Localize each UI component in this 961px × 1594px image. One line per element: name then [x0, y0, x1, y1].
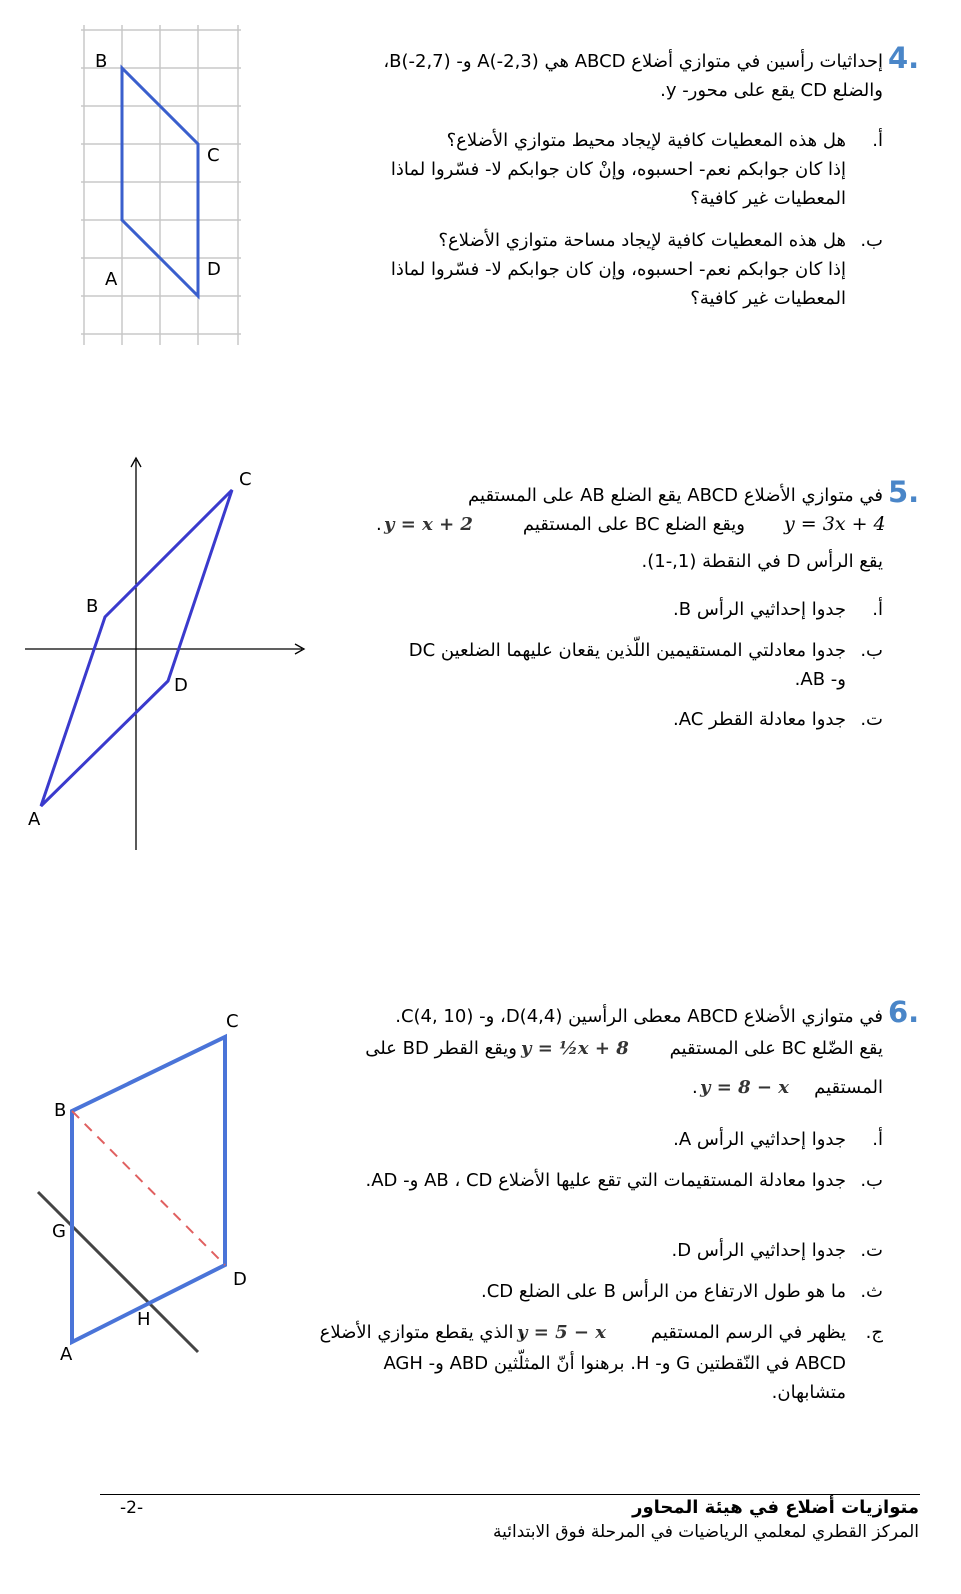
vertex-label-c: C: [239, 469, 252, 490]
line-y-5-minus-x: [38, 1192, 198, 1352]
item-text: ABCD في النّقطتين G و- H. برهنوا أنّ المثلّثين ABD و- AGH: [383, 1353, 846, 1374]
item-letter: أ.: [872, 1129, 883, 1150]
q5-figure: [0, 440, 320, 860]
question-text: ويقع الضلع BC على المستقيم: [522, 514, 745, 535]
question-text: إحداثيات رأسين في متوازي أضلاع ABCD هي A(-2,3) و- B(-2,7)،: [383, 51, 883, 72]
vertex-label-a: A: [28, 809, 41, 830]
parallelogram: [72, 1037, 225, 1342]
footer-subtitle: المركز القطري لمعلمي الرياضيات في المرحلة فوق الابتدائية: [493, 1522, 919, 1542]
item-text: هل هذه المعطيات كافية لإيجاد محيط متوازي الأضلاع؟: [446, 130, 846, 151]
vertex-label-d: D: [174, 675, 188, 696]
question-number: 4.: [888, 41, 920, 75]
item-text: جدوا إحداثيي الرأس A.: [673, 1129, 846, 1150]
question-text: المستقيم: [814, 1077, 883, 1098]
footer-divider: [100, 1494, 920, 1495]
vertex-label-c: C: [207, 145, 220, 166]
vertex-label-d: D: [207, 259, 221, 280]
question-number: 6.: [888, 995, 920, 1029]
question-number: 5.: [888, 475, 920, 509]
point-label-g: G: [52, 1221, 66, 1242]
item-text: جدوا معادلة القطر AC.: [673, 709, 846, 730]
item-letter: ث.: [860, 1281, 883, 1302]
grid: [81, 25, 241, 345]
item-letter: ب.: [860, 640, 883, 661]
item-letter: ت.: [860, 1240, 883, 1261]
point-label-h: H: [137, 1309, 151, 1330]
question-text: يقع الضّلع BC على المستقيم: [669, 1038, 883, 1059]
vertex-label-b: B: [95, 51, 108, 72]
item-text: هل هذه المعطيات كافية لإيجاد مساحة متوازي الأضلاع؟: [438, 230, 846, 251]
page-number: -2-: [120, 1498, 144, 1518]
equation: y = 8 − x: [700, 1077, 789, 1098]
vertex-label-d: D: [233, 1269, 247, 1290]
item-letter: أ.: [872, 130, 883, 151]
item-text: إذا كان جوابكم نعم- احسبوه، وإن كان جوابكم لا- فسّروا لماذا: [390, 259, 846, 280]
item-text: و- AB.: [794, 669, 846, 690]
item-letter: ب.: [860, 1170, 883, 1191]
period: .: [376, 514, 382, 535]
item-text: جدوا معادلتي المستقيمين اللّذين يقعان عليهما الضلعين DC: [408, 640, 846, 661]
vertex-label-a: A: [105, 269, 118, 290]
item-text: إذا كان جوابكم نعم- احسبوه، وإنْ كان جوابكم لا- فسّروا لماذا: [390, 159, 846, 180]
item-letter: ج.: [865, 1322, 883, 1343]
item-text: يظهر في الرسم المستقيم: [650, 1322, 846, 1343]
footer-title: متوازيات أضلاع في هيئة المحاور: [632, 1497, 919, 1518]
equation: y = 5 − x: [517, 1322, 606, 1343]
question-text: ويقع القطر BD على: [365, 1038, 517, 1059]
item-letter: أ.: [872, 599, 883, 620]
question-text: والضلع CD يقع على محور- y.: [660, 80, 883, 101]
period: .: [692, 1077, 698, 1098]
equation: y = ½x + 8: [521, 1038, 629, 1059]
diagonal-bd: [72, 1111, 225, 1265]
question-text: في متوازي الأضلاع ABCD يقع الضلع AB على المستقيم: [468, 485, 883, 506]
item-text: جدوا معادلة المستقيمات التي تقع عليها الأضلاع AB ، CD و- AD.: [365, 1170, 846, 1191]
vertex-label-a: A: [60, 1344, 73, 1365]
vertex-label-b: B: [86, 596, 99, 617]
item-letter: ت.: [860, 709, 883, 730]
item-text: جدوا إحداثيي الرأس B.: [673, 599, 846, 620]
vertex-label-b: B: [54, 1100, 67, 1121]
vertex-label-c: C: [226, 1011, 239, 1032]
item-text: المعطيات غير كافية؟: [690, 288, 846, 309]
item-text: ، الذي يقطع متوازي الأضلاع: [319, 1322, 525, 1343]
question-text: يقع الرأس D في النقطة (1,-1).: [641, 551, 883, 572]
equation: y = 3x + 4: [784, 513, 886, 535]
equation: y = x + 2: [384, 514, 473, 535]
item-text: متشابهان.: [771, 1382, 846, 1403]
item-text: جدوا إحداثيي الرأس D.: [671, 1240, 846, 1261]
question-text: في متوازي الأضلاع ABCD معطى الرأسين D(4,4)، و- C(4, 10).: [395, 1006, 883, 1027]
item-letter: ب.: [860, 230, 883, 251]
item-text: ما هو طول الارتفاع من الرأس B على الضلع CD.: [480, 1281, 846, 1302]
item-text: المعطيات غير كافية؟: [690, 188, 846, 209]
